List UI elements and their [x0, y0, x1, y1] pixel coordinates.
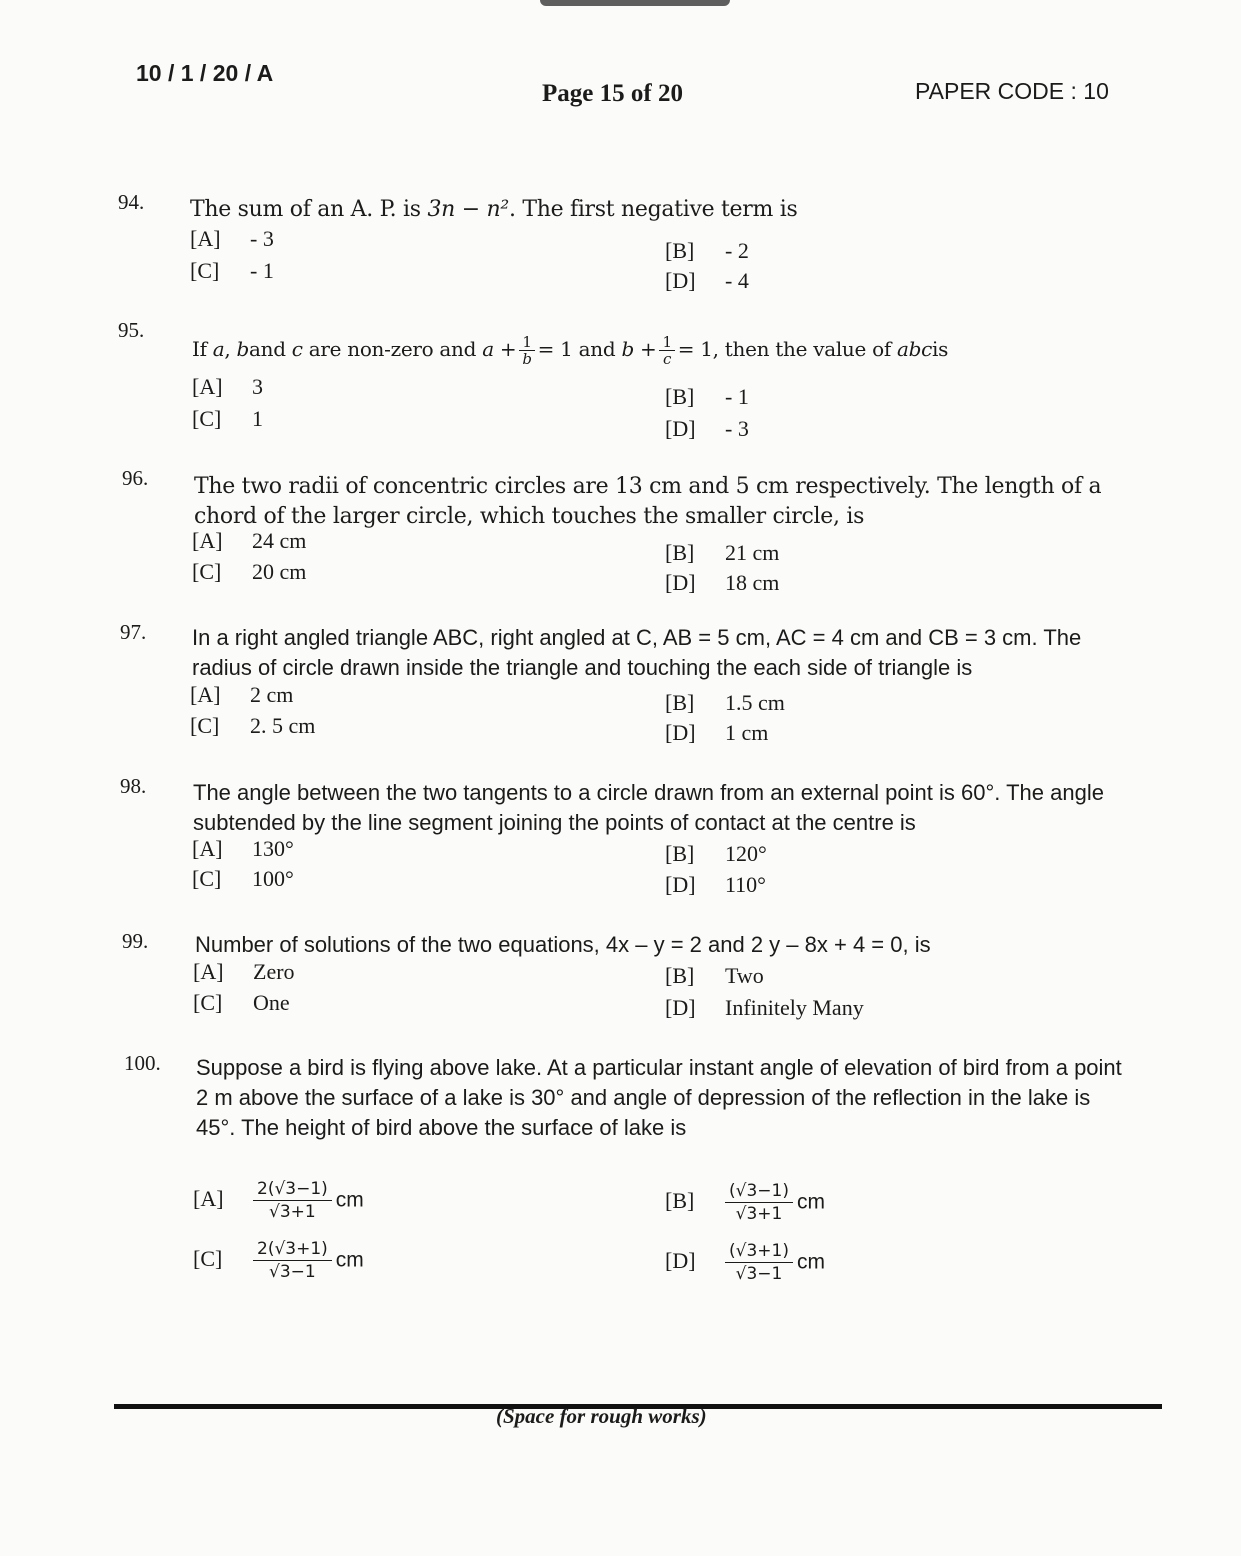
- option-c: [C] 1: [192, 406, 263, 431]
- set-code: 10 / 1 / 20 / A: [136, 60, 274, 86]
- page-number: Page 15 of 20: [542, 80, 683, 107]
- option-c: [C] 20 cm: [192, 559, 307, 584]
- option-b: [B] $\frac{(√3-1)}{√3+1}$ cm: [665, 1181, 825, 1224]
- fraction: $\frac{2(√3+1)}{√3-1}$: [253, 1238, 332, 1283]
- fraction: $\frac{(√3-1)}{√3+1}$: [725, 1180, 793, 1225]
- question-number: 97.: [120, 620, 147, 644]
- option-a: [A] 24 cm: [192, 528, 307, 553]
- option-c: [C] One: [193, 990, 290, 1015]
- question-number: 99.: [122, 929, 149, 953]
- option-b: [B] 21 cm: [665, 540, 780, 565]
- option-b: [B] - 1: [665, 384, 749, 409]
- option-b: [B] 120°: [665, 841, 767, 866]
- question-text: The two radii of concentric circles are 13 cm and 5 cm respectively. The length of a chord of the larger circle, which touches the smaller circle, is: [194, 474, 1102, 529]
- question-text: In a right angled triangle ABC, right angled at C, AB = 5 cm, AC = 4 cm and CB = 3 cm. The radius of circle drawn inside the triangle and touching the each side of triangle is: [192, 625, 1082, 680]
- fraction: $\frac{1}{c}$: [659, 334, 674, 367]
- question-text: If a, band c are non-zero and a + $\frac{1}{b}$ = 1 and b + $\frac{1}{c}$ = 1, then the value of abcis: [192, 333, 949, 368]
- question-number: 95.: [118, 318, 145, 342]
- question-number: 98.: [120, 774, 147, 798]
- option-b: [B] 1.5 cm: [665, 690, 785, 715]
- option-a: [A] 130°: [192, 836, 294, 861]
- question-text: The sum of an A. P. is 3n − n². The first negative term is: [190, 197, 798, 222]
- option-b: [B] - 2: [665, 238, 749, 263]
- option-a: [A] $\frac{2(√3-1)}{√3+1}$ cm: [193, 1179, 364, 1222]
- fraction: $\frac{1}{b}$: [519, 334, 534, 367]
- option-d: [D] Infinitely Many: [665, 995, 864, 1020]
- option-d: [D] - 4: [665, 268, 749, 293]
- option-c: [C] - 1: [190, 258, 274, 283]
- option-d: [D] $\frac{(√3+1)}{√3-1}$ cm: [665, 1241, 825, 1284]
- scan-smudge: [540, 0, 730, 6]
- option-a: [A] 2 cm: [190, 682, 294, 707]
- question-text: Suppose a bird is flying above lake. At a particular instant angle of elevation of bird from a point 2 m above the surface of a lake is 30° and angle of depression of the reflection in the lake is 45°. The height of bird above the surface of lake is: [196, 1055, 1122, 1140]
- option-a: [A] Zero: [193, 959, 295, 984]
- option-d: [D] 1 cm: [665, 720, 769, 745]
- fraction: $\frac{(√3+1)}{√3-1}$: [725, 1240, 793, 1285]
- question-number: 96.: [122, 466, 149, 490]
- option-c: [C] 2. 5 cm: [190, 713, 316, 738]
- question-text: The angle between the two tangents to a circle drawn from an external point is 60°. The angle subtended by the line segment joining the points of contact at the centre is: [193, 780, 1104, 835]
- question-number: 94.: [118, 190, 145, 214]
- question-number: 100.: [124, 1051, 161, 1075]
- option-b: [B] Two: [665, 963, 764, 988]
- paper-code: PAPER CODE : 10: [915, 78, 1109, 104]
- option-a: [A] - 3: [190, 226, 274, 251]
- option-d: [D] - 3: [665, 416, 749, 441]
- option-d: [D] 18 cm: [665, 570, 780, 595]
- option-a: [A] 3: [192, 374, 263, 399]
- rough-work-note: (Space for rough works): [496, 1404, 707, 1428]
- math-expression: 3n − n²: [427, 197, 509, 222]
- question-text: Number of solutions of the two equations, 4x – y = 2 and 2 y – 8x + 4 = 0, is: [195, 932, 931, 957]
- option-d: [D] 110°: [665, 872, 766, 897]
- option-c: [C] $\frac{2(√3+1)}{√3-1}$ cm: [193, 1239, 364, 1282]
- fraction: $\frac{2(√3-1)}{√3+1}$: [253, 1178, 332, 1223]
- option-c: [C] 100°: [192, 866, 294, 891]
